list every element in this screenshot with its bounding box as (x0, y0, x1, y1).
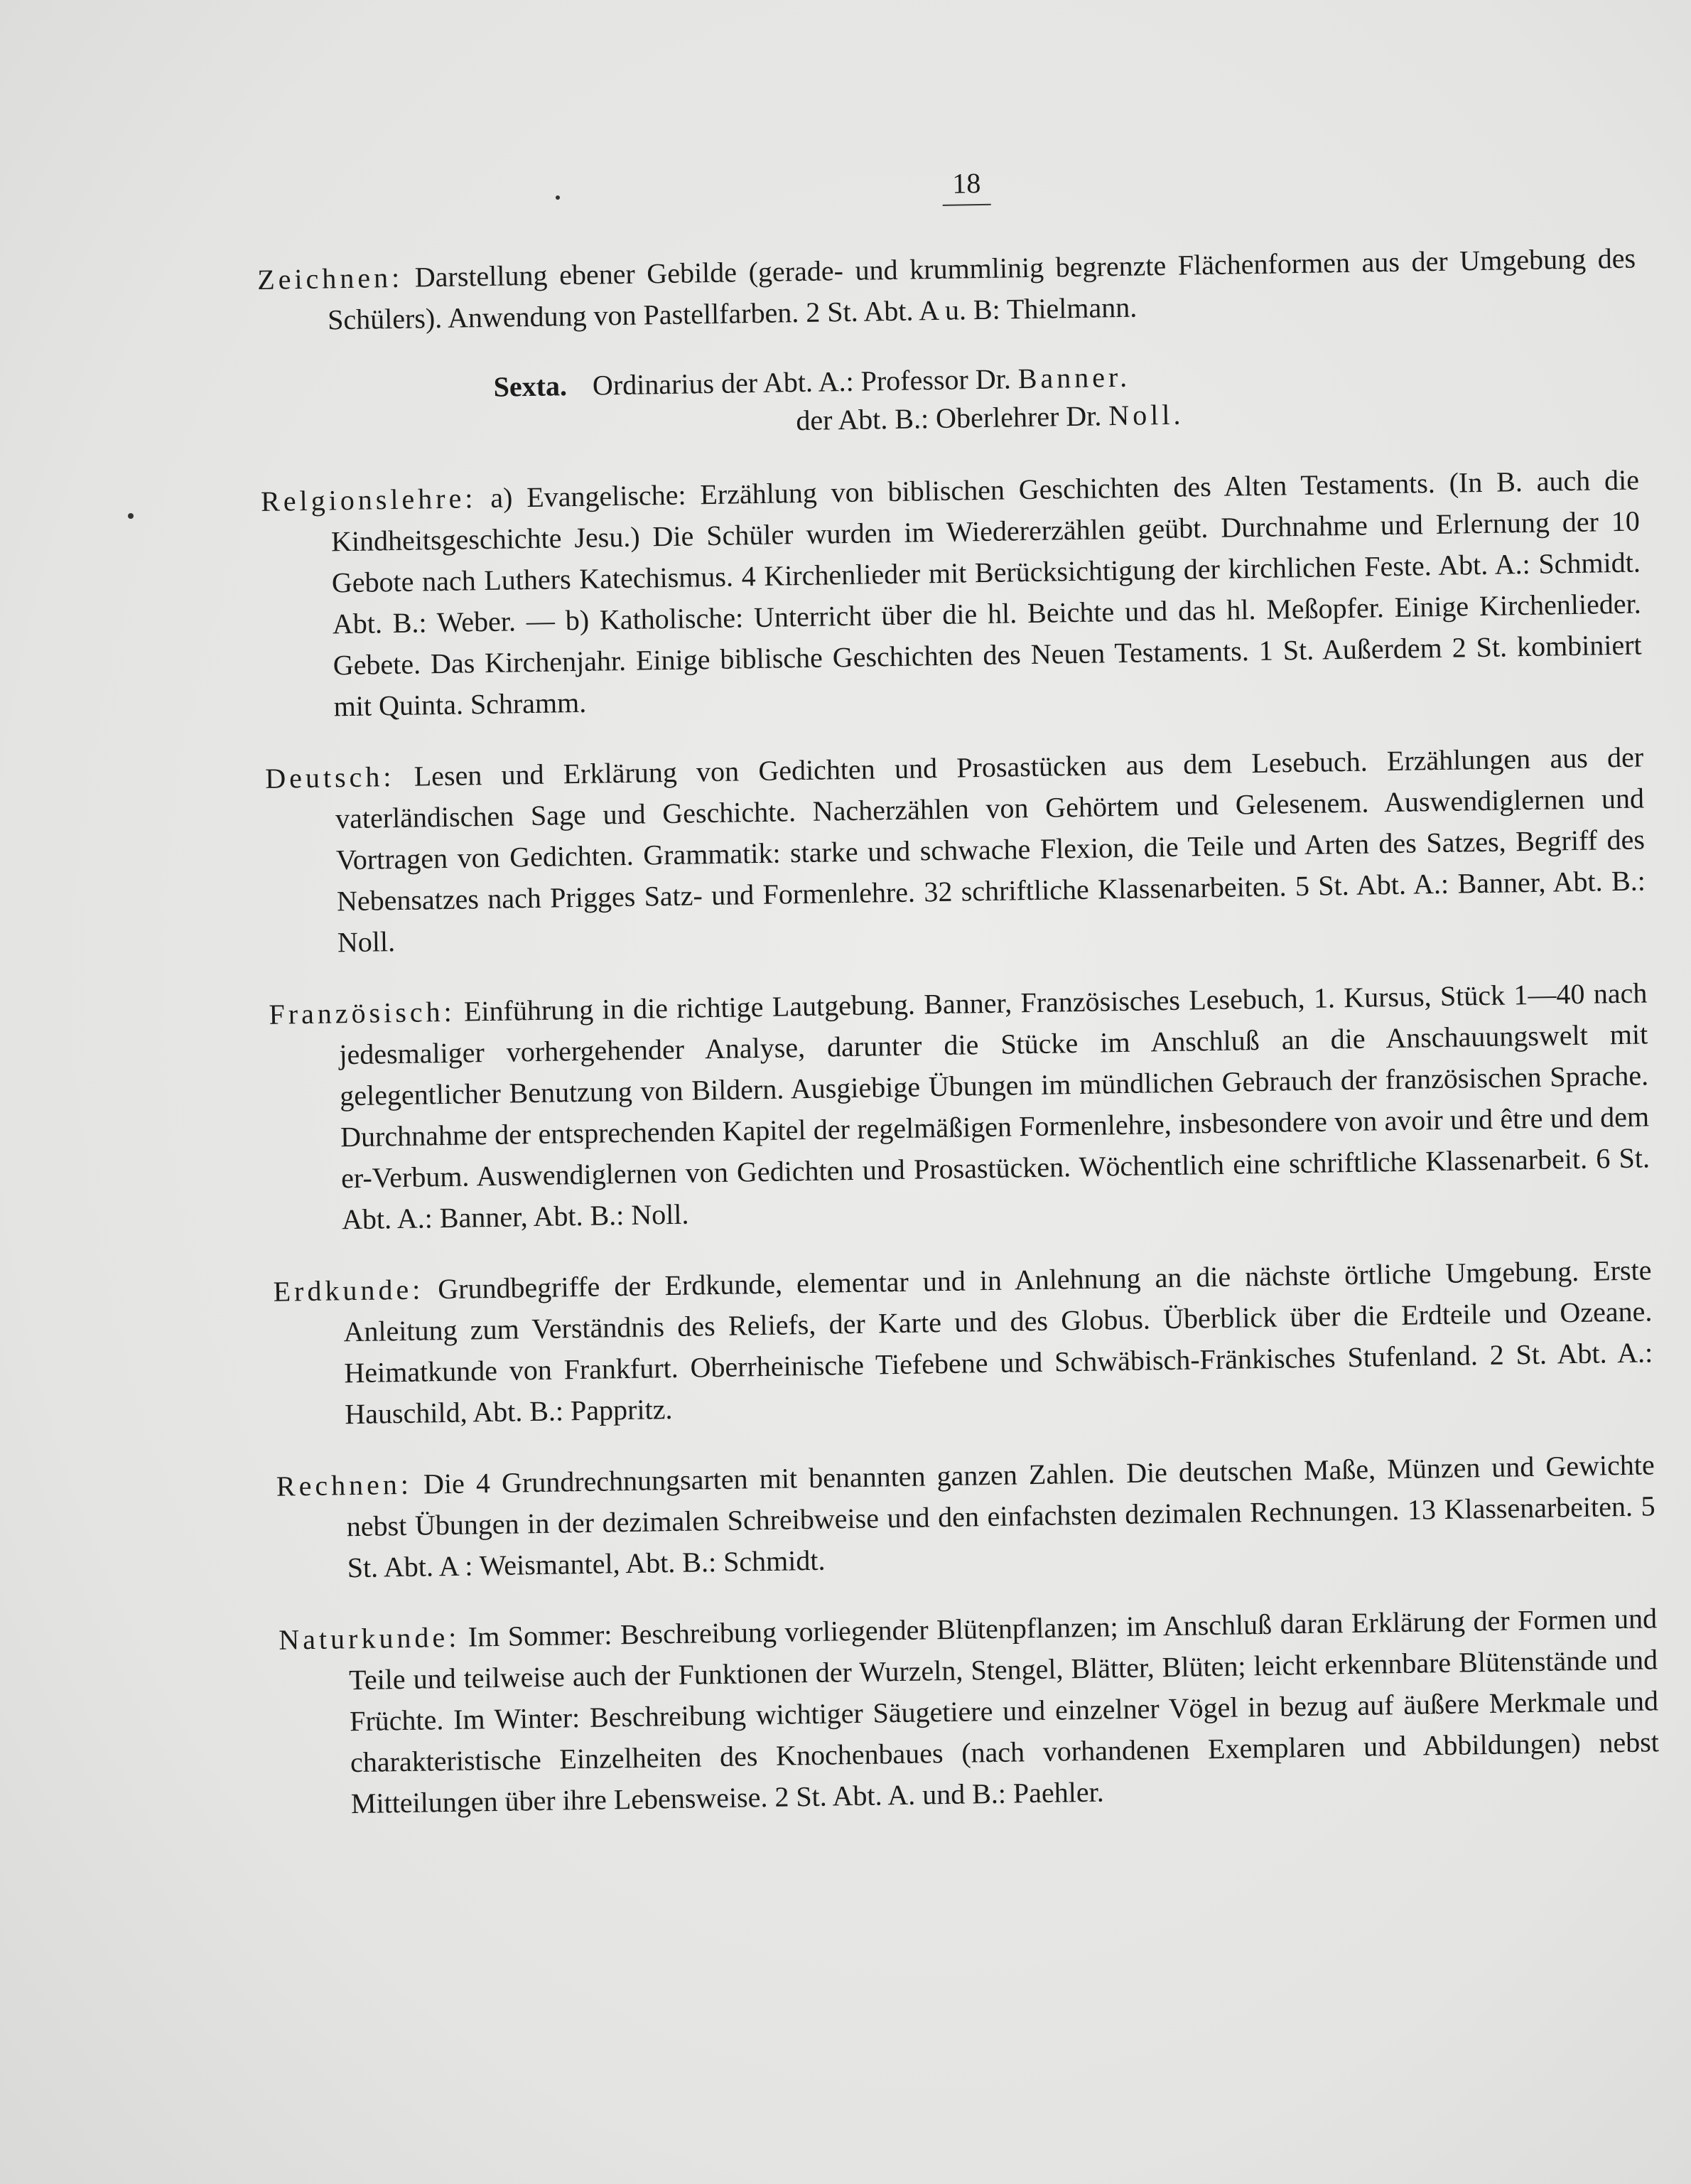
section-label: Französisch: (269, 995, 456, 1031)
sexta-title: Sexta. (493, 370, 568, 403)
section-label: Deutsch: (264, 760, 395, 795)
sexta-line-2: der Abt. B.: Oberlehrer Dr. Noll. (796, 398, 1184, 437)
section-franzoesisch (269, 972, 1651, 1241)
sexta-heading (259, 350, 1638, 448)
sexta-line-1: Sexta. Ordinarius der Abt. A.: Professor Dr. Banner. (493, 360, 1131, 403)
section-label: Zeichnen: (256, 261, 404, 296)
section-rechnen (276, 1444, 1655, 1589)
page-number: 18 (256, 156, 1635, 217)
section-text: Einführung in die richtige Lautgebung. Banner, Französisches Lesebuch, 1. Kursus, Stück 1—40 nach jedesmaliger vorhergehender Analyse, darunter die Stücke im Anschluß an die Anschauungswelt mit gelegentlicher Benutzung von Bildern. Ausgiebige Übungen im mündlichen Gebrauch der französischen Sprache. Durchnahme der entsprechenden Kapitel der regelmäßigen Formenlehre, insbesondere von avoir und être und dem er-Verbum. Auswendiglernen von Gedichten und Prosastücken. Wöchentlich eine schriftliche Klassenarbeit. 6 St. Abt. A.: Banner, Abt. B.: Noll. (339, 977, 1651, 1236)
section-deutsch (265, 736, 1646, 964)
section-label: Relgionslehre: (260, 482, 477, 517)
section-naturkunde (279, 1598, 1660, 1825)
section-religionslehre (261, 459, 1643, 728)
section-erdkunde (273, 1249, 1653, 1436)
section-label: Naturkunde: (278, 1620, 460, 1656)
section-label: Erdkunde: (273, 1273, 424, 1308)
page-content (256, 156, 1660, 1856)
teacher-name: Noll. (1108, 398, 1184, 432)
teacher-name: Banner. (1017, 360, 1131, 395)
section-zeichnen (257, 238, 1637, 342)
section-text: Im Sommer: Beschreibung vorliegender Blütenpflanzen; im Anschluß daran Erklärung der Formen und Teile und teilweise auch der Funktionen der Wurzeln, Stengel, Blätter, Blüten; leicht erkennbare Blütenstände und Früchte. Im Winter: Beschreibung wichtiger Säugetiere und einzelner Vögel in bezug auf äußere Merkmale und charakteristische Einzelheiten des Knochenbaues (nach vorhandenen Exemplaren und Abbildungen) nebst Mitteilungen über ihre Lebensweise. 2 St. Abt. A. und B.: Paehler. (348, 1602, 1660, 1820)
section-text: Grundbegriffe der Erdkunde, elementar und in Anlehnung an die nächste örtliche Umgebung. Erste Anleitung zum Verständnis des Reliefs, der Karte und des Globus. Überblick über die Erdteile und Ozeane. Heimatkunde von Frankfurt. Oberrheinische Tiefebene und Schwäbisch-Fränkisches Stufenland. 2 St. Abt. A.: Hauschild, Abt. B.: Pappritz. (343, 1254, 1653, 1431)
section-text: Lesen und Erklärung von Gedichten und Prosastücken aus dem Lesebuch. Erzählungen aus der vaterländischen Sage und Geschichte. Nacherzählen von Gehörtem und Gelesenem. Auswendiglernen und Vortragen von Gedichten. Grammatik: starke und schwache Flexion, die Teile und Arten des Satzes, Begriff des Nebensatzes nach Prigges Satz- und Formenlehre. 32 schriftliche Klassenarbeiten. 5 St. Abt. A.: Banner, Abt. B.: Noll. (335, 741, 1646, 959)
speck-mark (128, 513, 134, 519)
section-text: a) Evangelische: Erzählung von biblischen Geschichten des Alten Testaments. (In B. auch die Kindheitsgeschichte Jesu.) Die Schüler wurden im Wiedererzählen geübt. Durchnahme und Erlernung der 10 Gebote nach Luthers Katechismus. 4 Kirchenlieder mit Berücksichtigung der kirchlichen Feste. Abt. A.: Schmidt. Abt. B.: Weber. — b) Katholische: Unterricht über die hl. Beichte und das hl. Meßopfer. Einige Kirchenlieder. Gebete. Das Kirchenjahr. Einige biblische Geschichten des Neuen Testaments. 1 St. Außerdem 2 St. kombiniert mit Quinta. Schramm. (330, 463, 1642, 723)
section-label: Rechnen: (276, 1468, 413, 1502)
section-text: Darstellung ebener Gebilde (gerade- und krummlinig begrenzte Flächenformen aus der Umgebung des Schülers). Anwendung von Pastellfarben. 2 St. Abt. A u. B: Thielmann. (327, 242, 1636, 336)
section-text: Die 4 Grundrechnungsarten mit benannten ganzen Zahlen. Die deutschen Maße, Münzen und Gewichte nebst Übungen in der dezimalen Schreibweise und den einfachsten dezimalen Rechnungen. 13 Klassenarbeiten. 5 St. Abt. A : Weismantel, Abt. B.: Schmidt. (346, 1448, 1655, 1584)
